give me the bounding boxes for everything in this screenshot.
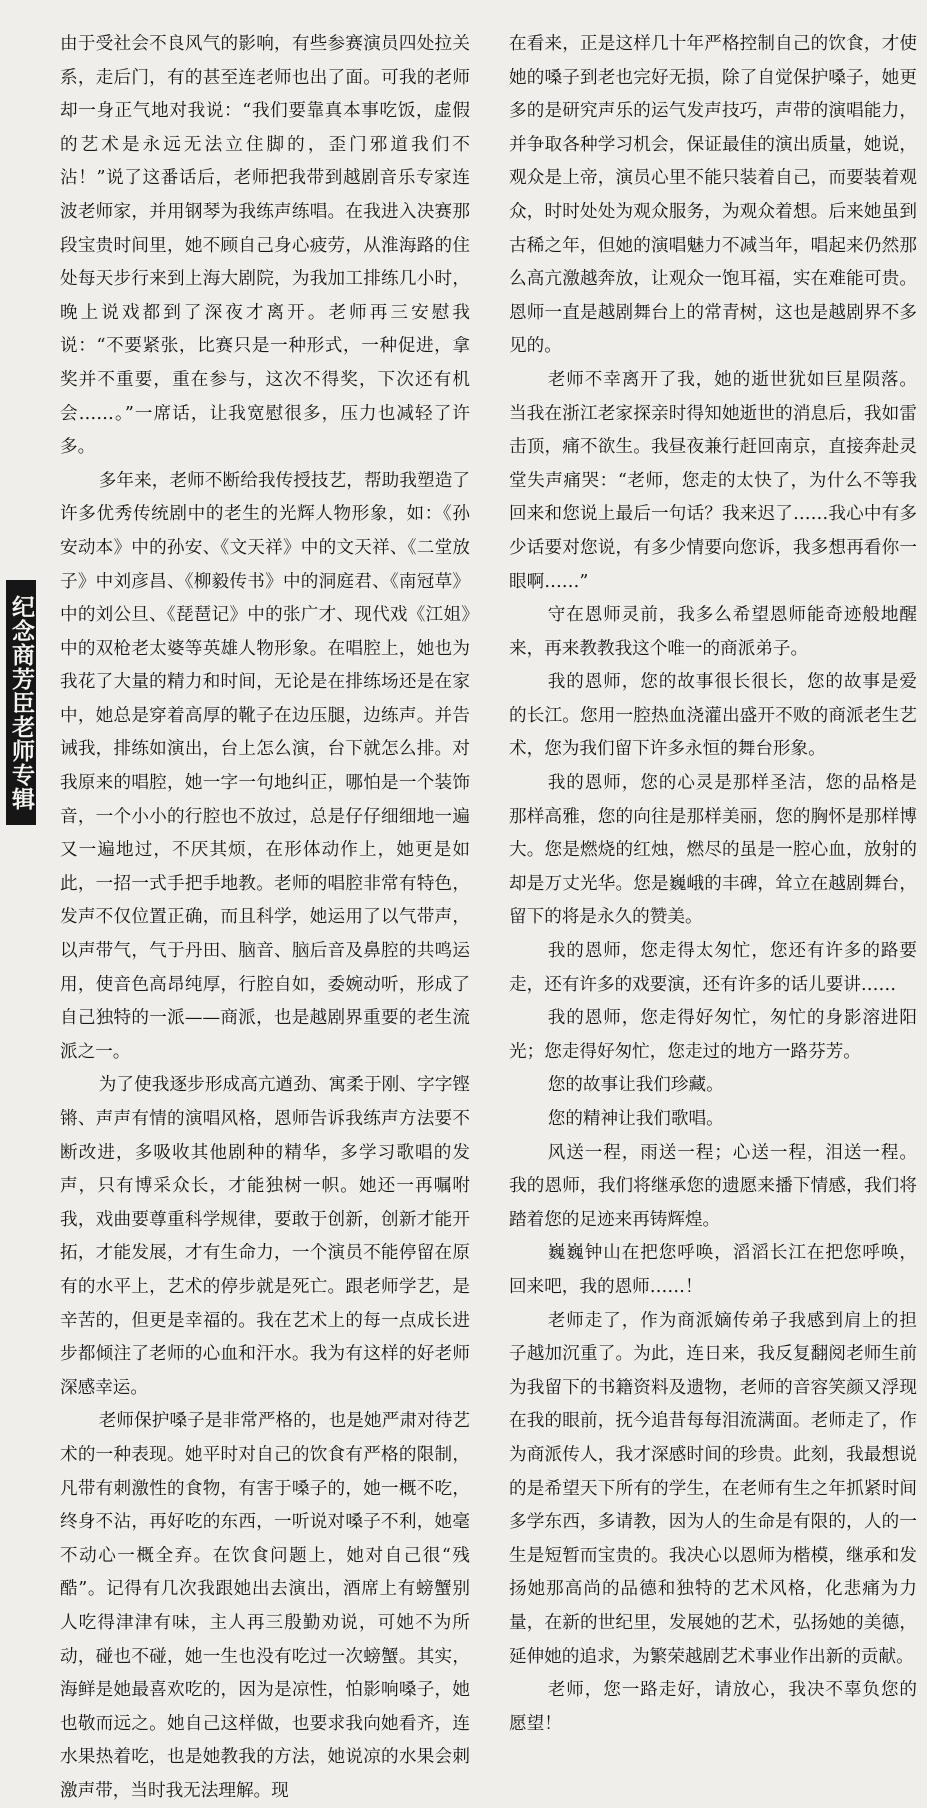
left-text-column xyxy=(60,28,470,1801)
paragraph: 我的恩师，您走得太匆忙，您还有许多的路要走，还有许多的戏要演，还有许多的话儿要讲…… xyxy=(509,941,917,995)
paragraph: 在看来，正是这样几十年严格控制自己的饮食，才使她的嗓子到老也完好无损，除了自觉保护嗓子，她更多的是研究声乐的运气发声技巧，声带的演唱能力，并争取各种学习机会，保证最佳的演出质量，她说，观众是上帝，演员心里不能只装着自己，而要装着观众，时时处处为观众服务，为观众着想。后来她虽到古稀之年，但她的演唱魅力不减当年，唱起来仍然那么高亢激越奔放，让观众一饱耳福，实在难能可贵。恩师一直是越剧舞台上的常青树，这也是越剧界不多见的。 xyxy=(509,34,917,357)
paragraph: 巍巍钟山在把您呼唤，滔滔长江在把您呼唤，回来吧，我的恩师……！ xyxy=(509,1243,917,1297)
section-side-tab: 纪念商芳臣老师专辑 xyxy=(6,580,36,825)
right-text-column xyxy=(509,28,917,1734)
paragraph: 多年来，老师不断给我传授技艺，帮助我塑造了许多优秀传统剧中的老生的光辉人物形象，如：《孙安动本》中的孙安、《文天祥》中的文天祥、《二堂放子》中刘彦昌、《柳毅传书》中的洞庭君、《南冠草》中的刘公旦、《琵琶记》中的张广才、现代戏《江姐》中的双枪老太婆等英雄人物形象。在唱腔上，她也为我花了大量的精力和时间，无论是在排练场还是在家中，她总是穿着高厚的靴子在边压腿，边练声。并告诫我，排练如演出，台上怎么演，台下就怎么排。对我原来的唱腔，她一字一句地纠正，哪怕是一个装饰音，一个小小的行腔也不放过，总是仔仔细细地一遍又一遍地过，不厌其烦，在形体动作上，她更是如此，一招一式手把手地教。老师的唱腔非常有特色，发声不仅位置正确，而且科学，她运用了以气带声，以声带气，气于丹田、脑音、脑后音及鼻腔的共鸣运用，使音色高昂纯厚，行腔自如，委婉动听，形成了自己独特的一派——商派，也是越剧界重要的老生流派之一。 xyxy=(60,470,470,1062)
paragraph: 风送一程，雨送一程；心送一程，泪送一程。我的恩师，我们将继承您的遗愿来播下情感，我们将踏着您的足迹来再铸辉煌。 xyxy=(509,1142,917,1230)
paragraph: 您的故事让我们珍藏。 xyxy=(547,1075,724,1096)
paragraph: 您的精神让我们歌唱。 xyxy=(547,1109,724,1129)
paragraph: 老师走了，作为商派嫡传弟子我感到肩上的担子越加沉重了。为此，连日来，我反复翻阅老师生前为我留下的书籍资料及遗物，老师的音容笑颜又浮现在我的眼前，抚今追昔每每泪流满面。老师走了，作为商派传人，我才深感时间的珍贵。此刻，我最想说的是希望天下所有的学生，在老师有生之年抓紧时间多学东西，多请教，因为人的生命是有限的，人的一生是短暂而宝贵的。我决心以恩师为楷模，继承和发扬她那高尚的品德和独特的艺术风格，化悲痛为力量，在新的世纪里，发展她的艺术，弘扬她的美德，延伸她的追求，为繁荣越剧艺术事业作出新的贡献。 xyxy=(509,1310,917,1667)
paragraph: 守在恩师灵前，我多么希望恩师能奇迹般地醒来，再来教教我这个唯一的商派弟子。 xyxy=(509,605,917,659)
paragraph: 我的恩师，您的心灵是那样圣洁，您的品格是那样高雅，您的向往是那样美丽，您的胸怀是那样博大。您是燃烧的红烛，燃尽的虽是一腔心血，放射的却是万丈光华。您是巍峨的丰碑，耸立在越剧舞台，留下的将是永久的赞美。 xyxy=(509,773,917,928)
paragraph: 老师，您一路走好，请放心，我决不辜负您的愿望！ xyxy=(509,1680,917,1734)
paragraph: 由于受社会不良风气的影响，有些参赛演员四处拉关系，走后门，有的甚至连老师也出了面。可我的老师却一身正气地对我说：“我们要靠真本事吃饭，虚假的艺术是永远无法立住脚的，歪门邪道我们不沾！”说了这番话后，老师把我带到越剧音乐专家连波老师家，并用钢琴为我练声练唱。在我进入决赛那段宝贵时间里，她不顾自己身心疲劳，从淮海路的住处每天步行来到上海大剧院，为我加工排练几小时，晚上说戏都到了深夜才离开。老师再三安慰我说：“不要紧张，比赛只是一种形式，一种促进，拿奖并不重要，重在参与，这次不得奖，下次还有机会……。”一席话，让我宽慰很多，压力也减轻了许多。 xyxy=(60,34,470,458)
paragraph: 老师不幸离开了我，她的逝世犹如巨星陨落。当我在浙江老家探亲时得知她逝世的消息后，我如雷击顶，痛不欲生。我昼夜兼行赶回南京，直接奔赴灵堂失声痛哭：“老师，您走的太快了，为什么不等我回来和您说上最后一句话？我来迟了……我心中有多少话要对您说，有多少情要向您诉，我多想再看你一眼啊……” xyxy=(509,369,917,592)
paragraph: 老师保护嗓子是非常严格的，也是她严肃对待艺术的一种表现。她平时对自己的饮食有严格的限制，凡带有刺激性的食物，有害于嗓子的，她一概不吃，终身不沾，再好吃的东西，一听说对嗓子不利，她毫不动心一概全弃。在饮食问题上，她对自己很“残酷”。记得有几次我跟她出去演出，酒席上有螃蟹别人吃得津津有味，主人再三殷勤劝说，可她不为所动，碰也不碰，她一生也没有吃过一次螃蟹。其实，海鲜是她最喜欢吃的，因为是凉性，怕影响嗓子，她也敬而远之。她自己这样做，也要求我向她看齐，连水果热着吃，也是她教我的方法，她说凉的水果会刺激声带，当时我无法理解。现 xyxy=(60,1411,470,1801)
paragraph: 我的恩师，您走得好匆忙，匆忙的身影溶进阳光；您走得好匆忙，您走过的地方一路芬芳。 xyxy=(509,1008,917,1062)
paragraph: 我的恩师，您的故事很长很长，您的故事是爱的长江。您用一腔热血浇灌出盛开不败的商派老生艺术，您为我们留下许多永恒的舞台形象。 xyxy=(509,672,917,760)
paragraph: 为了使我逐步形成高亢遒劲、寓柔于刚、字字铿锵、声声有情的演唱风格，恩师告诉我练声方法要不断改进，多吸收其他剧种的精华，多学习歌唱的发声，只有博采众长，才能独树一帜。她还一再嘱咐我，戏曲要尊重科学规律，要敢于创新，创新才能开拓，才能发展，才有生命力，一个演员不能停留在原有的水平上，艺术的停步就是死亡。跟老师学艺，是辛苦的，但更是幸福的。我在艺术上的每一点成长进步都倾注了老师的心血和汗水。我为有这样的好老师深感幸运。 xyxy=(60,1075,470,1398)
